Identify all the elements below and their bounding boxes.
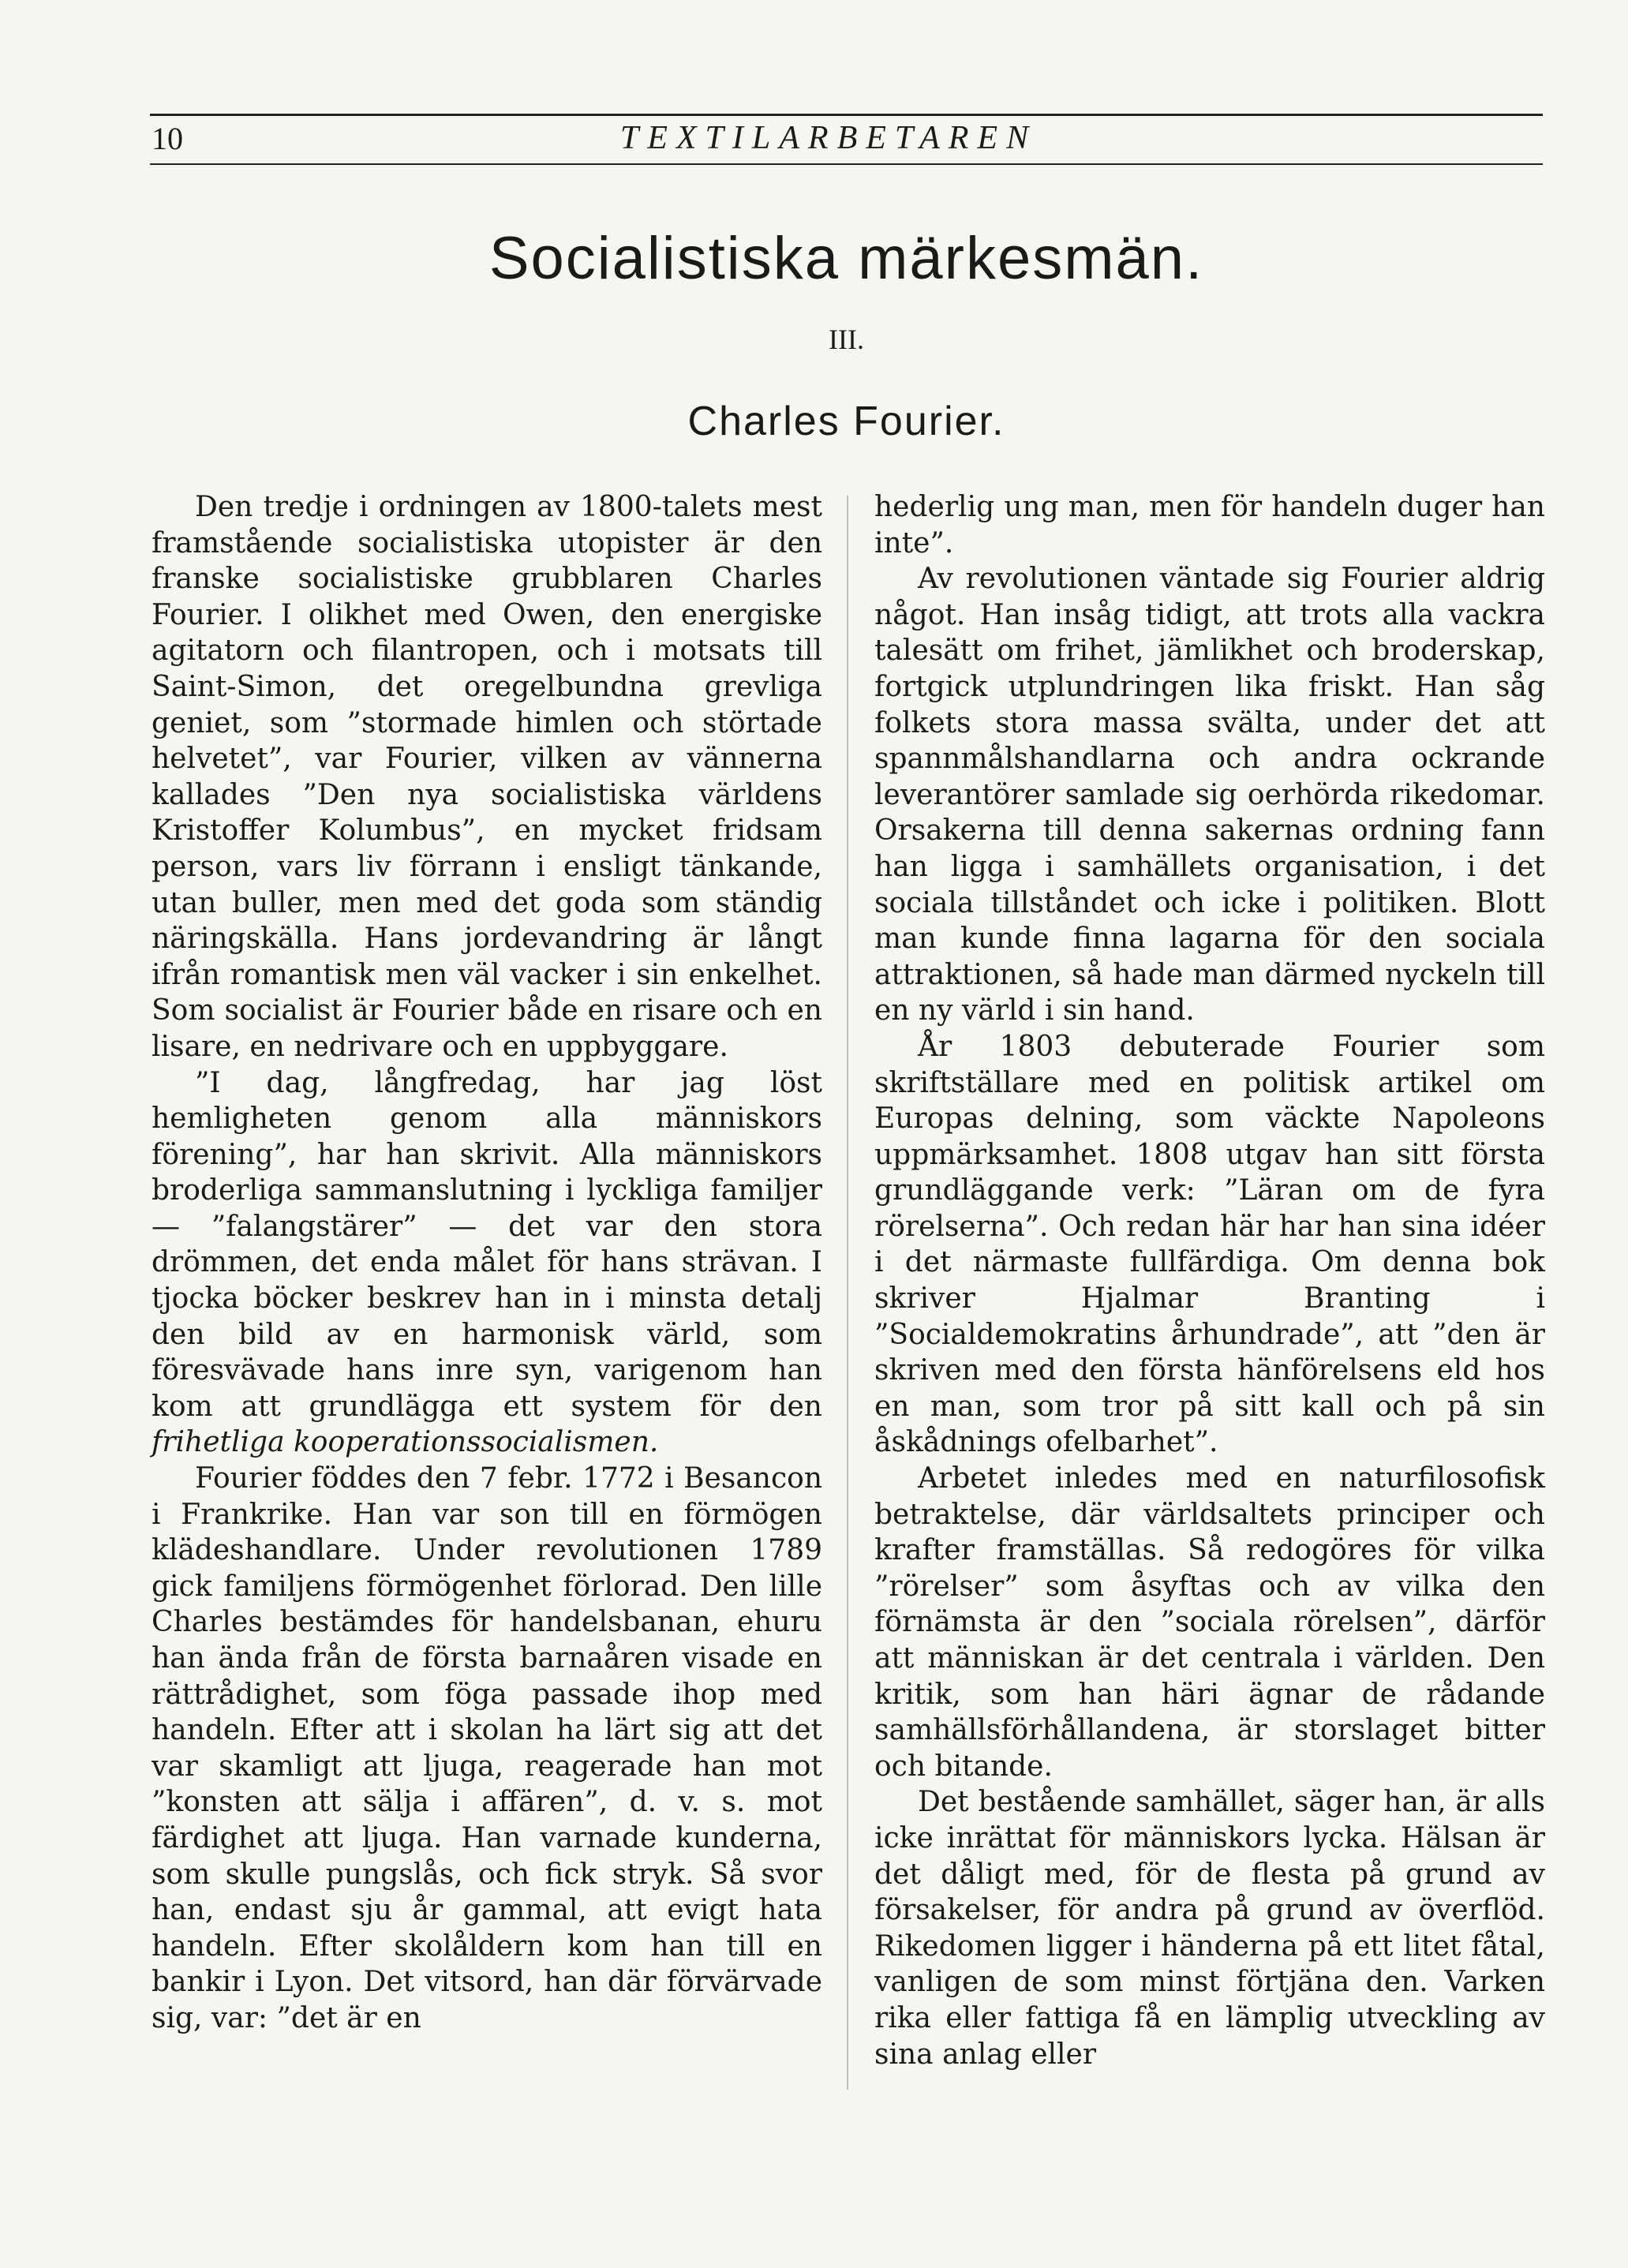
paragraph bbox=[152, 1065, 822, 1461]
article-subtitle: Charles Fourier. bbox=[687, 399, 1005, 444]
column-divider bbox=[847, 496, 848, 2090]
header-bottom-rule bbox=[150, 163, 1543, 165]
article-part-number: III. bbox=[829, 324, 864, 355]
paragraph: År 1803 debuterade Fourier som skriftställare med en politisk artikel om Europas delning, som väckte Napoleons uppmärksamhet. 1808 utgav han sitt första grundläggande verk: ”Läran om de fyra rörelserna”. Och redan här har han sina idéer i det närmaste fullfärdiga. Om denna bok skriver Hjalmar Branting i ”Socialdemokratins århundrade”, att ”den är skriven med den första hänförelsens eld hos en man, som tror på sitt kall och på sin åskådnings ofelbarhet”. bbox=[874, 1030, 1545, 1459]
page-number: 10 bbox=[152, 121, 183, 156]
article-title: Socialistiska märkesmän. bbox=[488, 225, 1204, 292]
paragraph: Arbetet inledes med en naturfilosofisk betraktelse, där världsaltets principer och krafter framställas. Så redogöres för vilka ”rörelser” som åsyftas och av vilka den förnämsta är den ”sociala rörelsen”, därför att människan är det centrala i världen. Den kritik, som han häri ägnar de rådande samhällsförhållandena, är storslaget bitter och bitande. bbox=[874, 1462, 1545, 1783]
paragraph-text: ”I dag, långfredag, har jag löst hemligheten genom alla människors förening”, har han skrivit. Alla människors broderliga sammanslutning i lyckliga familjer — ”falangstärer” — det var den stora drömmen, det enda målet för hans strävan. I tjocka böcker beskrev han in i minsta detalj den bild av en harmonisk värld, som föresvävade hans inre syn, varigenom han kom att grundlägga ett system för den bbox=[152, 1066, 822, 1423]
paragraph-continued: hederlig ung man, men för handeln duger han inte”. bbox=[874, 491, 1545, 560]
paragraph: Av revolutionen väntade sig Fourier aldrig något. Han insåg tidigt, att trots alla vackra talesätt om frihet, jämlikhet och broderskap, fortgick utplundringen lika friskt. Han såg folkets stora massa svälta, under det att spannmålshandlarna och andra ockrande leverantörer samlade sig oerhörda rikedomar. Orsakerna till denna sakernas ordning fann han ligga i samhällets organisation, i det sociala tillståndet och icke i politiken. Blott man kunde finna lagarna för den sociala attraktionen, så hade man därmed nyckeln till en ny värld i sin hand. bbox=[874, 563, 1545, 1027]
running-head-journal-title: TEXTILARBETAREN bbox=[619, 120, 1038, 156]
paragraph: Det bestående samhället, säger han, är alls icke inrättat för människors lycka. Hälsan är det dåligt med, för de flesta på grund av försakelser, för andra på grund av överflöd. Rikedomen ligger i händerna på ett litet fåtal, vanligen de som minst förtjäna den. Varken rika eller fattiga få en lämplig utveckling av sina anlag eller bbox=[874, 1786, 1545, 2071]
left-column bbox=[152, 489, 822, 2037]
header-top-rule bbox=[150, 114, 1543, 116]
right-column bbox=[874, 489, 1545, 2072]
emphasis-text: frihetliga kooperationssocialismen. bbox=[152, 1426, 659, 1459]
paragraph: Den tredje i ordningen av 1800-talets mest framstående socialistiska utopister är den franske socialistiske grubblaren Charles Fourier. I olikhet med Owen, den energiske agitatorn och filantropen, och i motsats till Saint-Simon, det oregelbundna grevliga geniet, som ”stormade himlen och störtade helvetet”, var Fourier, vilken av vännerna kallades ”Den nya socialistiska världens Kristoffer Kolumbus”, en mycket fridsam person, vars liv förrann i ensligt tänkande, utan buller, men med det goda som ständig näringskälla. Hans jordevandring är långt ifrån romantisk men väl vacker i sin enkelhet. Som socialist är Fourier både en risare och en lisare, en nedrivare och en uppbyggare. bbox=[152, 491, 822, 1063]
paragraph: Fourier föddes den 7 febr. 1772 i Besancon i Frankrike. Han var son till en förmögen klädeshandlare. Under revolutionen 1789 gick familjens förmögenhet förlorad. Den lille Charles bestämdes för handelsbanan, ehuru han ända från de första barnaåren visade en rättrådighet, som föga passade ihop med handeln. Efter att i skolan ha lärt sig att det var skamligt att ljuga, reagerade han mot ”konsten att sälja i affären”, d. v. s. mot färdighet att ljuga. Han varnade kunderna, som skulle pungslås, och fick stryk. Så svor han, endast sju år gammal, att evigt hata handeln. Efter skolåldern kom han till en bankir i Lyon. Det vitsord, han där förvärvade sig, var: ”det är en bbox=[152, 1462, 822, 2034]
